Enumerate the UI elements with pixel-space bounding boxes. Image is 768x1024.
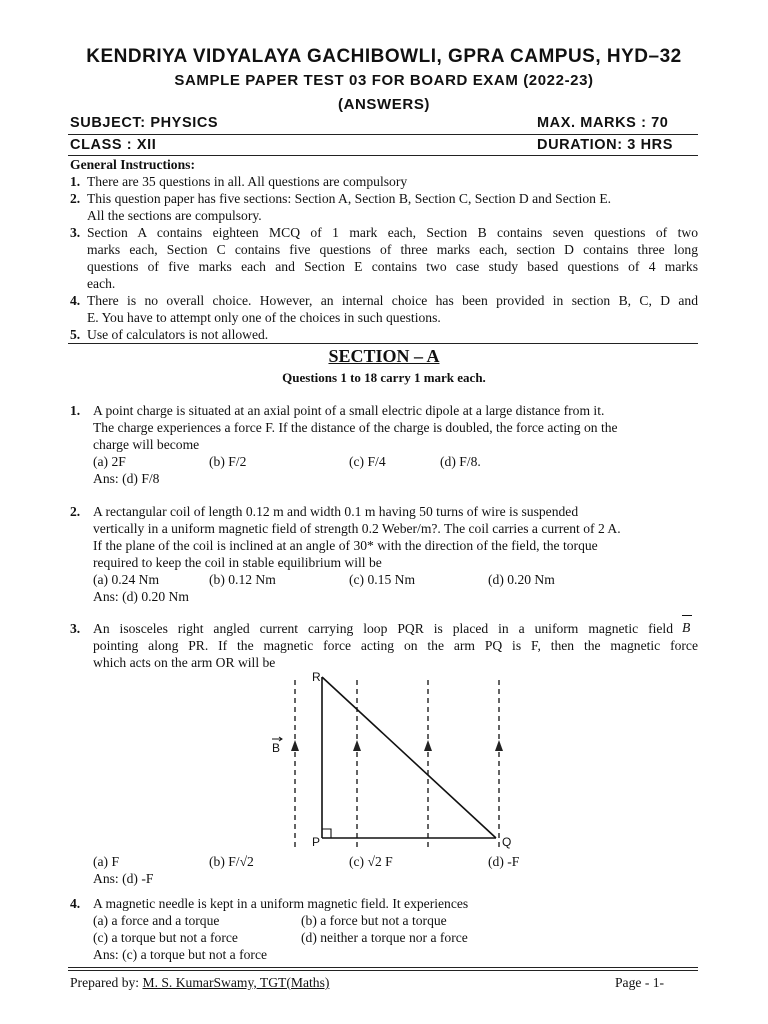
question-line: If the plane of the coil is inclined at an angle of 30* with the direction of the field, the torque	[93, 538, 598, 553]
instruction-line: Section A contains eighteen MCQ of 1 mark each, Section B contains seven questions of two	[87, 225, 698, 240]
question-line: A point charge is situated at an axial point of a small electric dipole at a large distance from it.	[93, 403, 605, 418]
field-arrow	[495, 740, 503, 751]
answer: Ans: (d) -F	[93, 871, 154, 886]
triangle-loop	[322, 677, 496, 838]
instruction-line: Use of calculators is not allowed.	[87, 327, 269, 342]
question-line: The charge experiences a force F. If the distance of the charge is doubled, the force acting on the	[93, 420, 618, 435]
section-title: SECTION – A	[328, 346, 440, 366]
question-line: A rectangular coil of length 0.12 m and width 0.1 m having 50 turns of wire is suspended	[93, 504, 579, 519]
field-arrow	[424, 740, 432, 751]
question-number: 3.	[70, 621, 81, 636]
question-line: which acts on the arm OR will be	[93, 655, 276, 670]
instruction-line: each.	[87, 276, 116, 291]
right-angle-mark	[322, 829, 331, 838]
option: (b) 0.12 Nm	[209, 572, 276, 587]
question-line: vertically in a uniform magnetic field of strength 0.2 Weber/m?. The coil carries a current of 2 A.	[93, 521, 621, 536]
instruction-line: There is no overall choice. However, an internal choice has been provided in section B, C, D and	[87, 293, 698, 308]
option: (c) a torque but not a force	[93, 930, 238, 945]
option: (a) a force and a torque	[93, 913, 220, 928]
label-r: R	[312, 670, 321, 684]
option: (d) -F	[488, 854, 520, 869]
question-number: 4.	[70, 896, 81, 911]
question-line: required to keep the coil in stable equilibrium will be	[93, 555, 382, 570]
field-symbol: B	[682, 620, 691, 635]
paper-title: SAMPLE PAPER TEST 03 FOR BOARD EXAM (2022-23)	[174, 72, 594, 89]
option: (c) 0.15 Nm	[349, 572, 416, 587]
instruction-line: All the sections are compulsory.	[87, 208, 262, 223]
instruction-number: 1.	[70, 174, 81, 189]
answers-label: (ANSWERS)	[337, 96, 431, 113]
instruction-number: 2.	[70, 191, 81, 206]
option: (a) 0.24 Nm	[93, 572, 160, 587]
instruction-line: E. You have to attempt only one of the choices in such questions.	[87, 310, 441, 325]
prepared-label: Prepared by:	[70, 975, 140, 990]
instruction-line: marks each, Section C contains five questions of three marks each, section D contains three long	[87, 242, 698, 257]
answer: Ans: (d) 0.20 Nm	[93, 589, 189, 604]
arm-qr	[322, 677, 496, 838]
footer-divider	[68, 967, 698, 968]
footer-divider	[68, 970, 698, 971]
field-arrow	[291, 740, 299, 751]
option: (d) 0.20 Nm	[488, 572, 555, 587]
option: (b) F/2	[209, 454, 247, 469]
page-number: Page - 1-	[615, 975, 665, 990]
question-line: A magnetic needle is kept in a uniform magnetic field. It experiences	[93, 896, 469, 911]
answer: Ans: (d) F/8	[93, 471, 160, 486]
answer: Ans: (c) a torque but not a force	[93, 947, 268, 962]
question-number: 2.	[70, 504, 81, 519]
question-line: pointing along PR. If the magnetic force acting on the arm PQ is F, then the magnetic force	[93, 638, 698, 653]
question-line: An isosceles right angled current carrying loop PQR is placed in a uniform magnetic field	[93, 621, 673, 636]
instruction-line: This question paper has five sections: Section A, Section B, Section C, Section D and Section E.	[87, 191, 612, 206]
duration-label: DURATION: 3 HRS	[537, 137, 674, 153]
class-label: CLASS : XII	[70, 137, 157, 153]
option: (a) F	[93, 854, 120, 869]
option: (c) F/4	[349, 454, 386, 469]
option: (d) F/8.	[440, 454, 481, 469]
instruction-line: There are 35 questions in all. All questions are compulsory	[87, 174, 408, 189]
question-number: 1.	[70, 403, 81, 418]
prepared-by	[70, 975, 329, 991]
max-marks-label: MAX. MARKS : 70	[537, 115, 669, 131]
instructions-title: General Instructions:	[70, 157, 195, 172]
option: (a) 2F	[93, 454, 126, 469]
option: (b) a force but not a torque	[301, 913, 447, 928]
subject-label: SUBJECT: PHYSICS	[70, 115, 219, 131]
label-b: B	[272, 741, 281, 755]
field-lines	[295, 680, 499, 848]
option: (b) F/√2	[209, 854, 254, 869]
option: (d) neither a torque nor a force	[301, 930, 468, 945]
instruction-number: 4.	[70, 293, 81, 308]
section-subtitle: Questions 1 to 18 carry 1 mark each.	[282, 370, 486, 385]
instruction-number: 3.	[70, 225, 81, 240]
question-line: charge will become	[93, 437, 200, 452]
instruction-line: questions of five marks each and Section E contains two case study based questions of 4 marks	[87, 259, 698, 274]
instruction-number: 5.	[70, 327, 81, 342]
field-arrow	[353, 740, 361, 751]
option: (c) √2 F	[349, 854, 393, 869]
author-name: M. S. KumarSwamy, TGT(Maths)	[142, 975, 330, 990]
school-name: KENDRIYA VIDYALAYA GACHIBOWLI, GPRA CAMPUS, HYD–32	[86, 46, 682, 67]
label-q: Q	[502, 835, 512, 849]
label-p: P	[312, 835, 321, 849]
